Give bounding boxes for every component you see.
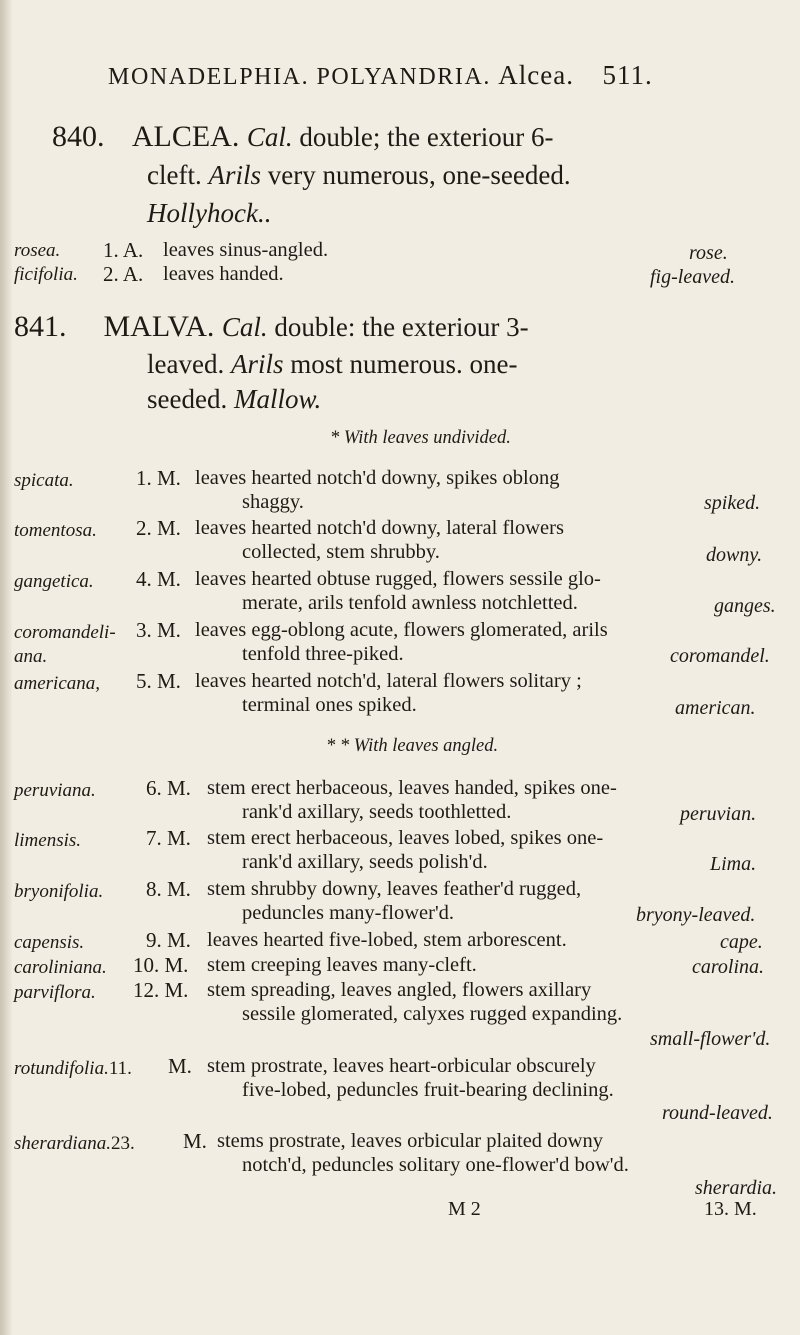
species-desc: stem shrubby downy, leaves feather'd rugged,	[207, 878, 582, 900]
species-number: 6. M.	[146, 776, 191, 800]
species-name: tomentosa.	[14, 520, 97, 541]
species-number: 7. M.	[146, 826, 191, 850]
english-name: ganges.	[714, 595, 776, 617]
catchword: 13. M.	[704, 1198, 757, 1220]
species-number: 1. A.	[103, 238, 144, 262]
species-name: bryonifolia.	[14, 881, 104, 902]
species-desc: five-lobed, peduncles fruit-bearing declining.	[242, 1079, 614, 1101]
species-desc: shaggy.	[242, 491, 304, 513]
genus-title: ALCEA.	[131, 120, 240, 153]
english-name: downy.	[706, 544, 763, 566]
species-name: spicata.	[14, 470, 74, 491]
species-name: rotundifolia.11.	[14, 1058, 132, 1079]
running-head	[108, 60, 653, 91]
species-desc: stem erect herbaceous, leaves handed, spikes one-	[207, 777, 617, 799]
english-name: spiked.	[704, 492, 761, 514]
species-name: capensis.	[14, 932, 85, 953]
english-name: sherardia.	[695, 1177, 778, 1199]
species-number: 2. M.	[136, 516, 181, 540]
species-name: ficifolia.	[14, 264, 78, 285]
species-name: coromandeli-	[14, 622, 116, 643]
genus-title: MALVA.	[103, 310, 215, 343]
english-name: small-flower'd.	[650, 1028, 771, 1050]
species-desc: stems prostrate, leaves orbicular plaited downy	[217, 1130, 603, 1152]
species-desc: collected, stem shrubby.	[242, 541, 440, 563]
cal-label: Cal.	[246, 122, 293, 152]
species-desc: leaves hearted five-lobed, stem arborescent.	[207, 929, 567, 951]
english-name: coromandel.	[670, 645, 770, 667]
class-name: MONADELPHIA.	[108, 64, 310, 90]
species-name: sherardiana.23.	[14, 1133, 135, 1154]
species-number: M.	[183, 1129, 207, 1153]
english-name: fig-leaved.	[650, 266, 735, 288]
genus-desc-line: double; the exteriour 6-	[292, 122, 554, 152]
species-name: caroliniana.	[14, 957, 107, 978]
common-name: Mallow.	[233, 384, 322, 414]
species-desc: leaves hearted notch'd downy, spikes oblong	[195, 467, 560, 489]
english-name: peruvian.	[680, 803, 757, 825]
section-heading: * With leaves undivided.	[330, 428, 511, 448]
species-desc: leaves hearted obtuse rugged, flowers sessile glo-	[195, 568, 601, 590]
genus-desc-line: double: the exteriour 3-	[267, 312, 529, 342]
english-name: bryony-leaved.	[636, 904, 756, 926]
species-desc: leaves handed.	[163, 263, 284, 285]
common-name: Hollyhock..	[147, 198, 272, 228]
english-name: round-leaved.	[662, 1102, 773, 1124]
alcea-heading	[52, 120, 554, 154]
species-desc: leaves hearted notch'd downy, lateral flowers	[195, 517, 564, 539]
genus-name: Alcea.	[498, 60, 574, 90]
species-number: 2. A.	[103, 262, 144, 286]
species-desc: rank'd axillary, seeds polish'd.	[242, 851, 488, 873]
species-number: 5. M.	[136, 669, 181, 693]
species-desc: notch'd, peduncles solitary one-flower'd bow'd.	[242, 1154, 629, 1176]
page-gutter	[0, 0, 12, 1335]
species-number: 12. M.	[133, 978, 189, 1002]
species-desc: leaves hearted notch'd, lateral flowers solitary ;	[195, 670, 582, 692]
alcea-desc-2: cleft. Arils very numerous, one-seeded.	[147, 160, 571, 190]
malva-heading	[14, 310, 529, 344]
page-number: 511.	[602, 60, 653, 90]
species-desc: stem spreading, leaves angled, flowers axillary	[207, 979, 592, 1001]
species-desc: peduncles many-flower'd.	[242, 902, 455, 924]
species-number: M.	[168, 1054, 192, 1078]
genus-number: 841.	[14, 310, 67, 343]
species-name: parviflora.	[14, 982, 96, 1003]
species-name: gangetica.	[14, 571, 94, 592]
species-desc: merate, arils tenfold awnless notchletted.	[242, 592, 578, 614]
species-desc: terminal ones spiked.	[242, 694, 417, 716]
species-name: limensis.	[14, 830, 82, 851]
signature-mark: M 2	[448, 1198, 481, 1220]
english-name: american.	[675, 697, 756, 719]
species-name: rosea.	[14, 240, 61, 261]
english-name: carolina.	[692, 956, 765, 978]
species-desc: leaves egg-oblong acute, flowers glomerated, arils	[195, 619, 608, 641]
species-desc: rank'd axillary, seeds toothletted.	[242, 801, 512, 823]
species-desc: stem prostrate, leaves heart-orbicular obscurely	[207, 1055, 596, 1077]
species-number: 10. M.	[133, 953, 189, 977]
english-name: Lima.	[710, 853, 757, 875]
species-number-part: 11.	[108, 1058, 132, 1079]
malva-desc-2: leaved. Arils most numerous. one-	[147, 349, 518, 379]
species-name: peruviana.	[14, 780, 96, 801]
species-name: americana,	[14, 673, 101, 694]
section-heading: * * With leaves angled.	[326, 736, 499, 756]
malva-desc-3: seeded. Mallow.	[147, 384, 322, 414]
order-name: POLYANDRIA.	[316, 64, 491, 90]
species-number: 1. M.	[136, 466, 181, 490]
species-number-part: 23.	[110, 1133, 135, 1154]
english-name: cape.	[720, 931, 763, 953]
english-name: rose.	[689, 242, 728, 264]
species-desc: tenfold three-piked.	[242, 643, 404, 665]
species-number: 9. M.	[146, 928, 191, 952]
genus-number: 840.	[52, 120, 105, 153]
species-number: 4. M.	[136, 567, 181, 591]
species-desc: stem erect herbaceous, leaves lobed, spikes one-	[207, 827, 604, 849]
cal-label: Cal.	[221, 312, 268, 342]
species-desc: stem creeping leaves many-cleft.	[207, 954, 477, 976]
species-desc: leaves sinus-angled.	[163, 239, 329, 261]
species-number: 3. M.	[136, 618, 181, 642]
species-name-cont: ana.	[14, 646, 48, 667]
species-number: 8. M.	[146, 877, 191, 901]
species-desc: sessile glomerated, calyxes rugged expanding.	[242, 1003, 623, 1025]
